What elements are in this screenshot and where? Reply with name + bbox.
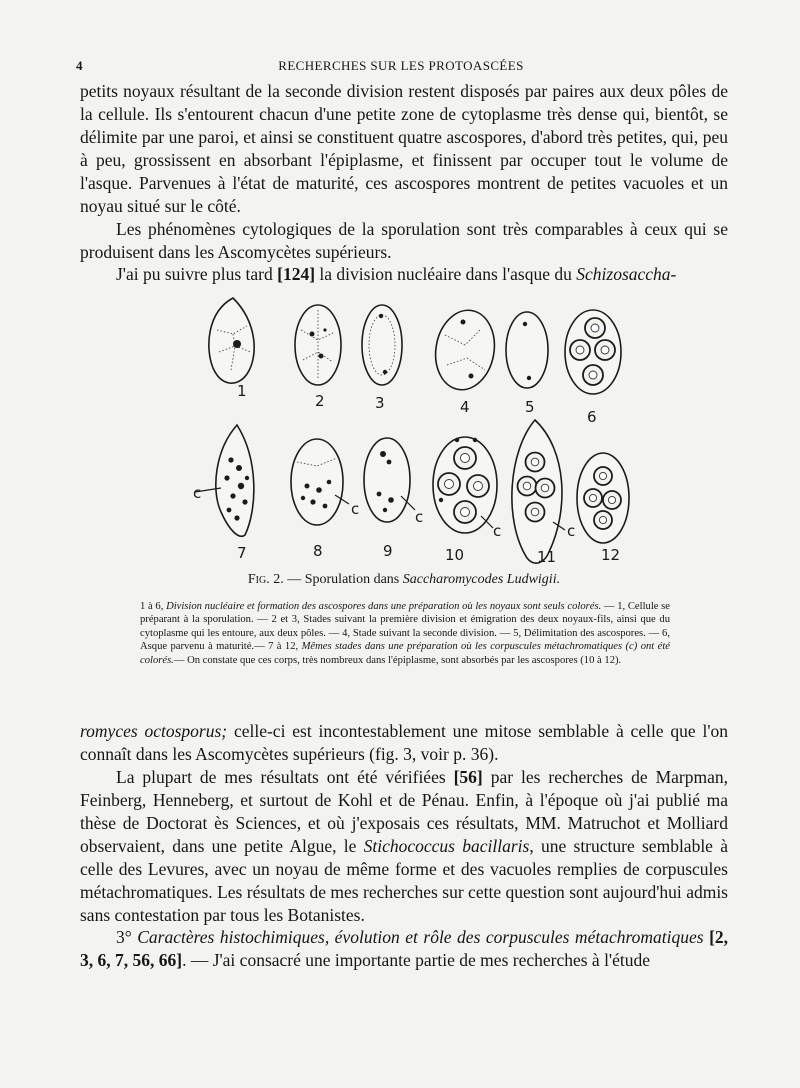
para4-text: celle-ci est incontestablement une mitose semblable à celle que l'on connaît dans les Ascomycètes supérieurs (fig. 3, voir p. 36). — [80, 721, 728, 764]
caption-species: Saccharomycodes Ludwigii. — [402, 572, 561, 587]
figure-number: Fig. 2. — [247, 572, 284, 587]
fig-label-6: 6 — [587, 408, 597, 426]
species-name-octosporus: romyces octosporus; — [80, 721, 228, 741]
section-heading: Caractères histochimiques, évolution et rôle des corpuscules métachromatiques — [137, 927, 704, 947]
para5-text-b: par les recherches de Marpman, Feinberg, Henneberg, et surtout de Kohl et de Pénau. Enfin, à l'époque où j'ai publié ma thèse de Doctorat ès Sciences, et où j'exposais ces résultats, MM. Matruchot et Molliard observaient, dans une petite Algue, le — [80, 767, 728, 856]
cell-drawing-8 — [291, 439, 349, 525]
caption-text-2: — On constate que ces corps, très nombreux dans l'épiplasme, sont absorbés par les ascospores (10 à 12). — [173, 654, 622, 666]
cell-drawing-6 — [565, 310, 621, 394]
figure-sporulation-drawings — [175, 290, 640, 590]
cell-drawing-9 — [364, 438, 415, 522]
citation-list: [2, 3, 6, 7, 56, 66] — [80, 927, 729, 970]
citation-56: [56] — [453, 767, 483, 787]
corpuscle-label-11: c — [567, 522, 576, 540]
page-number: 4 — [76, 58, 83, 73]
caption-dash: — Sporulation dans — [283, 572, 403, 587]
caption-range-1: 1 à 6, — [140, 601, 167, 612]
corpuscle-label-7: c — [193, 484, 202, 502]
para3-text-b: la division nucléaire dans l'asque du — [315, 264, 577, 284]
fig-label-3: 3 — [375, 394, 385, 412]
cell-drawing-3 — [362, 305, 402, 385]
fig-label-5: 5 — [525, 398, 535, 416]
species-name-schizosaccharomyces: Schizosaccha- — [576, 264, 677, 284]
fig-label-2: 2 — [315, 392, 325, 410]
caption-italic-1: Division nucléaire et formation des ascospores dans une préparation où les noyaux sont seuls colorés. — [166, 601, 602, 612]
corpuscle-label-10: c — [493, 522, 502, 540]
cell-drawing-7 — [195, 425, 254, 536]
fig-label-9: 9 — [383, 542, 393, 560]
paragraph-sporulation-nuclei: petits noyaux résultant de la seconde division restent disposés par paires aux deux pôles de la cellule. Ils s'entourent chacun d'une petite zone de cytoplasme très dense qui, bientôt, se délimite par une paroi, et ainsi se constituent quatre ascospores, d'abord très petites, qui, peu à peu, grossissent en absorbant l'épiplasme, et finissent par occuper tout le volume de l'asque. Parvenues à l'état de maturité, ces ascospores montrent de petites vacuoles et un noyau situé sur le côté. — [80, 81, 728, 216]
paragraph-cytology-comparison: Les phénomènes cytologiques de la sporulation sont très comparables à ceux qui se produisent dans les Ascomycètes supérieurs. — [80, 219, 728, 262]
section-number: 3° — [116, 927, 138, 947]
paragraph-verification — [80, 766, 728, 927]
cell-drawing-2 — [295, 305, 341, 385]
cell-drawing-4 — [429, 306, 500, 395]
running-head — [76, 58, 726, 78]
figure-caption-body — [140, 600, 670, 667]
fig-label-11: 11 — [537, 548, 557, 566]
running-title: RECHERCHES SUR LES PROTOASCÉES — [278, 58, 524, 73]
cell-drawing-1 — [209, 298, 254, 383]
cell-drawing-12 — [577, 453, 629, 543]
paragraph-mitosis — [80, 720, 728, 766]
fig-label-4: 4 — [460, 398, 470, 416]
corpuscle-label-8: c — [351, 500, 360, 518]
caption-text-1: — 1, Cellule se préparant à la sporulation. — 2 et 3, Stades suivant la première division et émigration des deux noyaux-fils, ainsi que du cytoplasme qui les entoure, aux deux pôles. — 4, Stade suivant la seconde division. — 5, Délimitation des ascospores. — 6, Asque parvenu à maturité.— 7 à 12, — [140, 601, 670, 653]
fig-label-7: 7 — [237, 544, 247, 562]
paragraph-section-3 — [80, 926, 728, 972]
figure-caption-title — [80, 572, 728, 588]
fig-label-12: 12 — [601, 546, 621, 564]
para5-text-c: , une structure semblable à celle des Levures, avec un noyau de même forme et des vacuoles remplies de corpuscules métachromatiques. Les résultats de mes recherches sur cette question sont aujourd'hui admis sans contestation par tous les Botanistes. — [80, 836, 728, 925]
paragraph-nuclear-division — [80, 263, 728, 286]
species-name-stichococcus: Stichococcus bacillaris — [363, 836, 530, 856]
fig-label-8: 8 — [313, 542, 323, 560]
citation-124: [124] — [277, 264, 316, 284]
para3-text-a: J'ai pu suivre plus tard — [116, 264, 278, 284]
corpuscle-label-9: c — [415, 508, 424, 526]
cell-drawing-10 — [433, 437, 497, 533]
caption-italic-2: Mêmes stades dans une préparation où les corpuscules métachromatiques (c) ont été colorés. — [140, 641, 670, 666]
para5-text-a: La plupart de mes résultats ont été vérifiées — [116, 767, 454, 787]
cell-drawing-11 — [512, 420, 565, 563]
fig-label-10: 10 — [445, 546, 465, 564]
para6-text: . — J'ai consacré une importante partie de mes recherches à l'étude — [182, 950, 650, 970]
fig-label-1: 1 — [237, 382, 247, 400]
cell-drawing-5 — [506, 312, 548, 388]
